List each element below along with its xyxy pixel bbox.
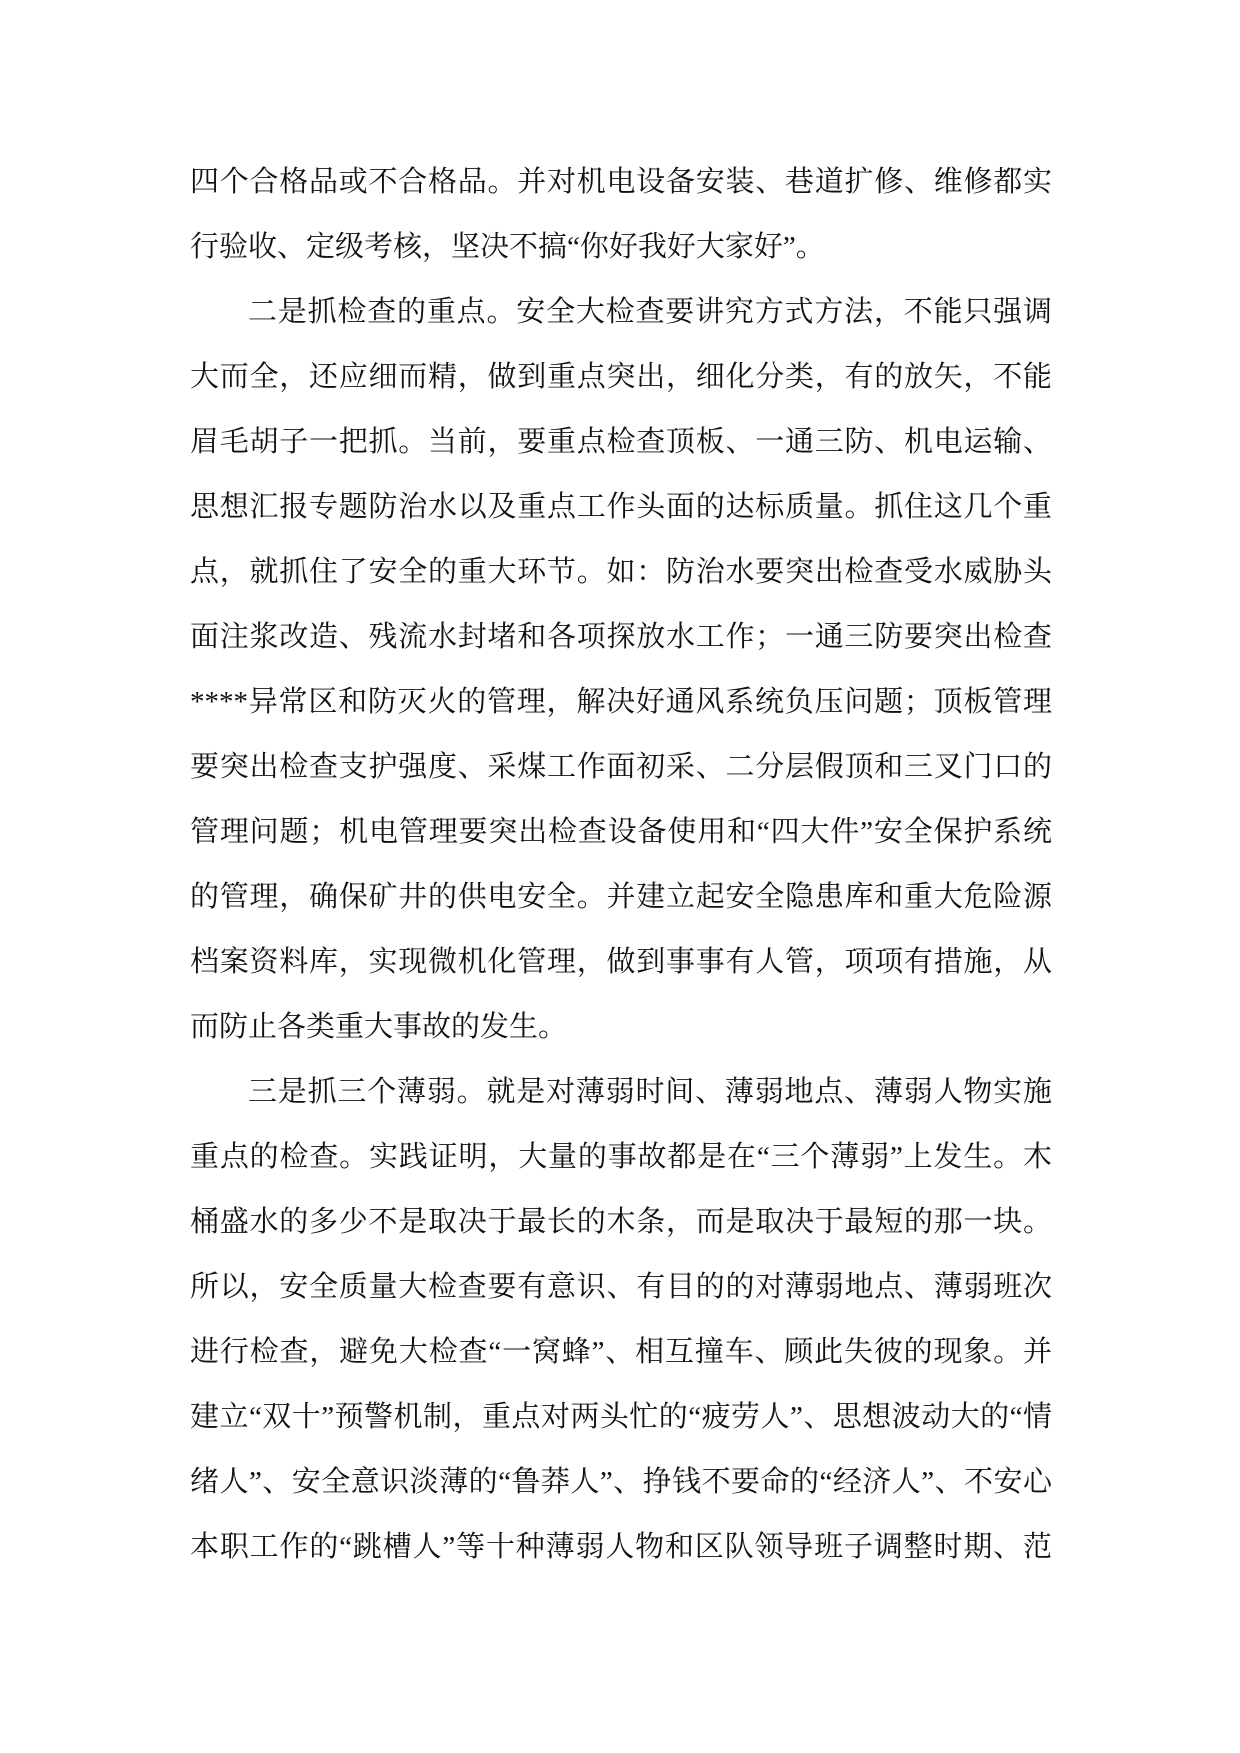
text-line: 绪人”、安全意识淡薄的“鲁莽人”、挣钱不要命的“经济人”、不安心 <box>190 1466 1052 1498</box>
text-line: 大而全，还应细而精，做到重点突出，细化分类，有的放矢，不能 <box>190 361 1052 393</box>
text-line: 所以，安全质量大检查要有意识、有目的的对薄弱地点、薄弱班次 <box>190 1271 1052 1303</box>
text-line: 本职工作的“跳槽人”等十种薄弱人物和区队领导班子调整时期、范 <box>190 1531 1052 1563</box>
text-line: 行验收、定级考核，坚决不搞“你好我好大家好”。 <box>190 231 825 263</box>
text-line: 而防止各类重大事故的发生。 <box>190 1011 568 1043</box>
text-line: 三是抓三个薄弱。就是对薄弱时间、薄弱地点、薄弱人物实施 <box>248 1076 1052 1108</box>
text-line: 重点的检查。实践证明，大量的事故都是在“三个薄弱”上发生。木 <box>190 1141 1052 1173</box>
text-line: 桶盛水的多少不是取决于最长的木条，而是取决于最短的那一块。 <box>190 1206 1052 1238</box>
text-line: 四个合格品或不合格品。并对机电设备安装、巷道扩修、维修都实 <box>190 166 1052 198</box>
document-body <box>190 150 1052 1580</box>
text-line: 进行检查，避免大检查“一窝蜂”、相互撞车、顾此失彼的现象。并 <box>190 1336 1052 1368</box>
text-line: 思想汇报专题防治水以及重点工作头面的达标质量。抓住这几个重 <box>190 491 1052 523</box>
text-line: ****异常区和防灭火的管理，解决好通风系统负压问题；顶板管理 <box>190 686 1052 718</box>
text-line: 面注浆改造、残流水封堵和各项探放水工作；一通三防要突出检查 <box>190 621 1052 653</box>
text-line: 眉毛胡子一把抓。当前，要重点检查顶板、一通三防、机电运输、 <box>190 426 1052 458</box>
text-line: 建立“双十”预警机制，重点对两头忙的“疲劳人”、思想波动大的“情 <box>190 1401 1052 1433</box>
text-line: 点，就抓住了安全的重大环节。如：防治水要突出检查受水威胁头 <box>190 556 1052 588</box>
text-line: 管理问题；机电管理要突出检查设备使用和“四大件”安全保护系统 <box>190 816 1052 848</box>
text-line: 的管理，确保矿井的供电安全。并建立起安全隐患库和重大危险源 <box>190 881 1052 913</box>
text-line: 档案资料库，实现微机化管理，做到事事有人管，项项有措施，从 <box>190 946 1052 978</box>
text-line: 要突出检查支护强度、采煤工作面初采、二分层假顶和三叉门口的 <box>190 751 1052 783</box>
text-line: 二是抓检查的重点。安全大检查要讲究方式方法，不能只强调 <box>248 296 1052 328</box>
